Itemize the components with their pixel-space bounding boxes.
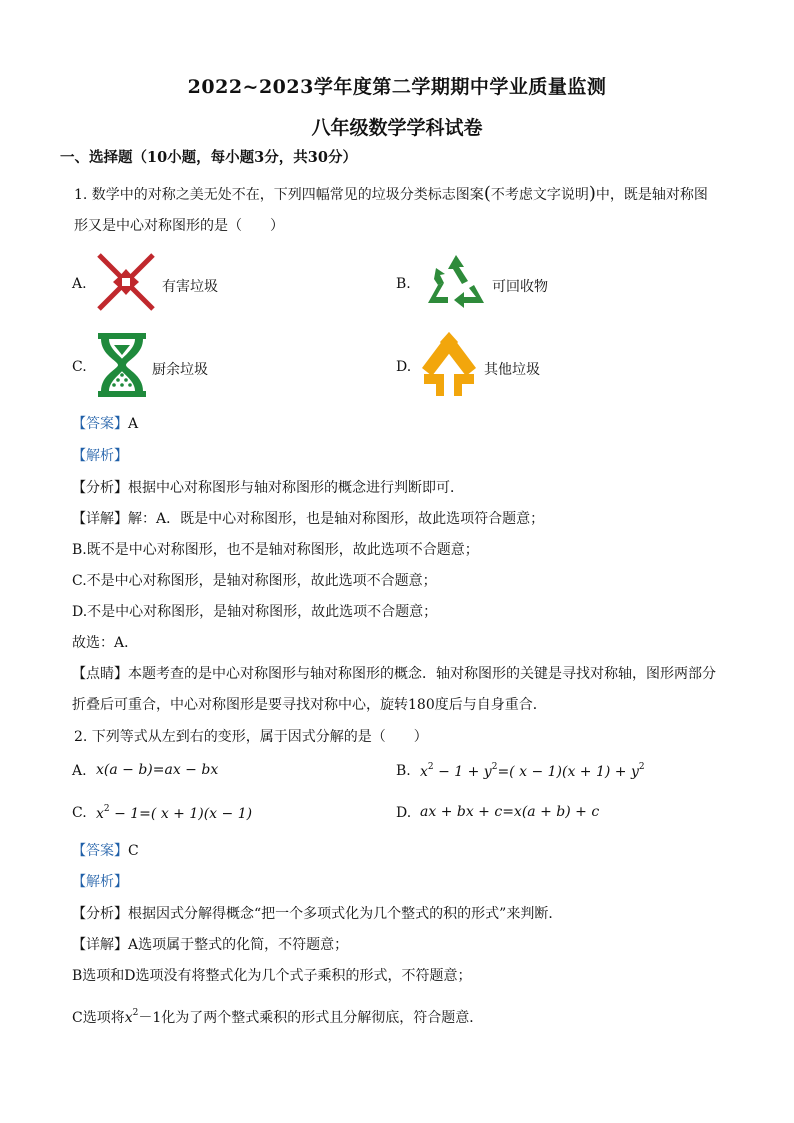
q1-option-c-label: C.: [72, 359, 87, 375]
q1-option-a-text: 有害垃圾: [162, 279, 218, 295]
q1-option-c-text: 厨余垃圾: [152, 362, 208, 378]
fenxi-tag: 【分析】: [72, 480, 128, 496]
q1-option-b-label: B.: [396, 276, 411, 292]
q2-line-b: B选项和D选项没有将整式化为几个式子乘积的形式，不符题意；: [72, 968, 472, 984]
q2-line-c-part2: －1化为了两个整式乘积的形式且分解彻底，符合题意．: [138, 1010, 484, 1026]
q1-xiangjie: 解：A．既是中心对称图形，也是轴对称图形，故此选项符合题意；: [128, 511, 545, 527]
q1-stem-line2: 形又是中心对称图形的是（ ）: [74, 218, 284, 234]
q1-stem-line1: [74, 184, 708, 205]
q2-b-sup3: 2: [638, 762, 645, 772]
q2-line-c-part1: C选项将: [72, 1010, 125, 1026]
q2-answer: C: [128, 843, 139, 859]
close-paren: ): [588, 183, 596, 204]
q2-option-b-label: B.: [396, 763, 411, 779]
q1-line-c: C.不是中心对称图形，是轴对称图形，故此选项不合题意；: [72, 573, 437, 589]
exam-subtitle: 八年级数学学科试卷: [311, 117, 483, 139]
q2-option-d-formula: ax + bx + c=x(a + b) + c: [420, 804, 600, 820]
q1-choose: 故选：A．: [72, 635, 139, 651]
q2-answer-line: [72, 841, 139, 861]
answer-tag: 【答案】: [72, 416, 128, 432]
q2-option-a-label: A.: [72, 763, 87, 779]
q2-b-part2: − 1 + y: [433, 764, 492, 780]
q1-line-b: B.既不是中心对称图形，也不是轴对称图形，故此选项不合题意；: [72, 542, 479, 558]
q2-stem: 2. 下列等式从左到右的变形，属于因式分解的是（ ）: [74, 729, 428, 745]
q2-option-b-formula: [420, 762, 645, 780]
q2-line-c-x: x: [124, 1010, 133, 1026]
q2-fenxi: 根据因式分解得概念“把一个多项式化为几个整式的积的形式”来判断．: [128, 906, 563, 922]
q2-b-sup1: 2: [427, 762, 434, 772]
q1-line-d: D.不是中心对称图形，是轴对称图形，故此选项不合题意；: [72, 604, 438, 620]
q1-option-b-text: 可回收物: [492, 279, 548, 295]
q2-c-sup: 2: [103, 804, 110, 814]
q1-answer: A: [128, 416, 139, 432]
analysis-tag: 【解析】: [72, 874, 128, 890]
q2-xiangjie-line: [72, 935, 348, 955]
q2-fenxi-line: [72, 904, 562, 924]
q1-dianjing-line1: [72, 664, 716, 684]
q1-fenxi: 根据中心对称图形与轴对称图形的概念进行判断即可．: [128, 480, 464, 496]
q1-answer-line: [72, 414, 138, 434]
q2-option-d-label: D.: [396, 805, 412, 821]
answer-tag: 【答案】: [72, 843, 128, 859]
kitchen-waste-icon: [96, 331, 148, 399]
q2-xiangjie: A选项属于整式的化简，不符题意；: [128, 937, 349, 953]
q1-stem-part-b: 不考虑文字说明: [490, 187, 589, 203]
q2-c-part2: − 1=( x + 1)(x − 1): [109, 806, 253, 822]
xiangjie-tag: 【详解】: [72, 937, 128, 953]
q1-stem-part-a: 1. 数学中的对称之美无处不在，下列四幅常见的垃圾分类标志图案: [74, 187, 484, 203]
q1-option-d-text: 其他垃圾: [484, 362, 540, 378]
q2-option-c-formula: [96, 804, 252, 822]
q1-fenxi-line: [72, 478, 464, 498]
q2-c-part1: x: [96, 806, 104, 822]
q2-option-c-label: C.: [72, 805, 87, 821]
hazardous-waste-icon: [95, 251, 157, 313]
section-heading: 一、选择题（10小题，每小题3分，共30分）: [60, 149, 357, 166]
q2-option-a-formula: x(a − b)=ax − bx: [96, 762, 219, 778]
q1-dianjing1: 本题考查的是中心对称图形与轴对称图形的概念．轴对称图形的关键是寻找对称轴，图形两部分: [128, 666, 716, 682]
open-paren: (: [483, 183, 491, 204]
q1-stem-part-c: 中，既是轴对称图: [595, 187, 708, 203]
analysis-tag: 【解析】: [72, 448, 128, 464]
q2-line-c-sup: 2: [132, 1008, 139, 1018]
q2-b-sup2: 2: [491, 762, 498, 772]
xiangjie-tag: 【详解】: [72, 511, 128, 527]
q2-b-part1: x: [420, 764, 428, 780]
q1-option-d-label: D.: [396, 359, 412, 375]
q1-dianjing-line2: 折叠后可重合，中心对称图形是要寻找对称中心，旋转180度后与自身重合．: [72, 697, 547, 713]
q1-xiangjie-line: [72, 509, 544, 529]
recyclable-icon: [424, 251, 488, 313]
other-waste-icon: [418, 330, 480, 398]
exam-title: 2022~2023学年度第二学期期中学业质量监测: [187, 76, 607, 98]
fenxi-tag: 【分析】: [72, 906, 128, 922]
dianjing-tag: 【点睛】: [72, 666, 128, 682]
q2-b-part3: =( x − 1)(x + 1) + y: [497, 764, 639, 780]
q1-option-a-label: A.: [72, 276, 87, 292]
q2-line-c: [72, 1003, 483, 1028]
